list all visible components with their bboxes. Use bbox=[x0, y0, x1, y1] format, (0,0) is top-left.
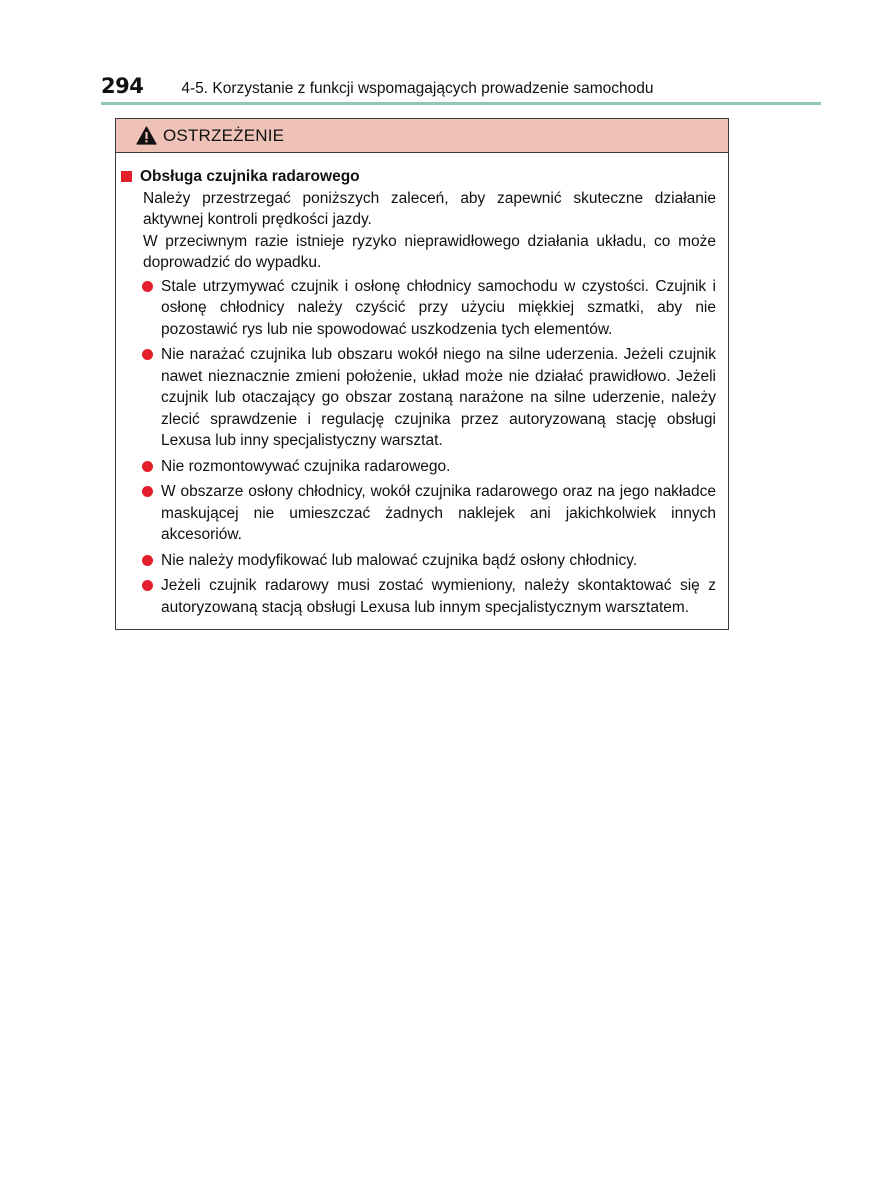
warning-box bbox=[115, 118, 729, 630]
intro-paragraph-2: W przeciwnym razie istnieje ryzyko nieprawidłowego działania układu, co może doprowadzić do wypadku. bbox=[143, 232, 716, 271]
red-dot-icon bbox=[142, 281, 153, 292]
square-bullet-icon bbox=[121, 171, 132, 182]
section-title: 4-5. Korzystanie z funkcji wspomagających prowadzenie samochodu bbox=[181, 80, 654, 97]
bullet-text: Jeżeli czujnik radarowy musi zostać wymieniony, należy skontaktować się z autoryzowaną stacją obsługi Lexusa lub innym specjalistycznym warsztatem. bbox=[161, 577, 716, 616]
page-header bbox=[101, 74, 653, 102]
list-item bbox=[121, 575, 716, 618]
warning-title: OSTRZEŻENIE bbox=[163, 125, 285, 145]
red-dot-icon bbox=[142, 349, 153, 360]
list-item bbox=[121, 344, 716, 452]
red-dot-icon bbox=[142, 461, 153, 472]
bullet-text: Nie narażać czujnika lub obszaru wokół niego na silne uderzenia. Jeżeli czujnik nawet nieznacznie zmieni położenie, układ może nie działać prawidłowo. Jeżeli czujnik lub otaczający go obszar zostaną narażone na silne uderzenie, należy zlecić sprawdzenie i regulację czujnika przez autoryzowaną stację obsługi Lexusa lub inny specjalistyczny warsztat. bbox=[161, 346, 716, 449]
warning-bullet-list bbox=[121, 276, 716, 619]
red-dot-icon bbox=[142, 486, 153, 497]
page-number: 294 bbox=[101, 74, 144, 98]
bullet-text: Nie rozmontowywać czujnika radarowego. bbox=[161, 457, 451, 475]
list-item bbox=[121, 456, 716, 478]
red-dot-icon bbox=[142, 580, 153, 591]
red-dot-icon bbox=[142, 555, 153, 566]
intro-paragraph-1: Należy przestrzegać poniższych zaleceń, aby zapewnić skuteczne działanie aktywnej kontroli prędkości jazdy. bbox=[143, 189, 716, 228]
bullet-text: W obszarze osłony chłodnicy, wokół czujnika radarowego oraz na jego nakładce maskującej nie umieszczać żadnych naklejek ani jakichkolwiek innych akcesoriów. bbox=[161, 483, 716, 543]
warning-section bbox=[121, 166, 716, 622]
header-divider bbox=[101, 102, 821, 105]
list-item bbox=[121, 550, 716, 572]
list-item bbox=[121, 276, 716, 341]
list-item bbox=[121, 481, 716, 546]
bullet-text: Stale utrzymywać czujnik i osłonę chłodnicy samochodu w czystości. Czujnik i osłonę chłodnicy należy czyścić przy użyciu miękkiej szmatki, aby nie pozostawić rys lub nie spowodować uszkodzenia tych elementów. bbox=[161, 277, 716, 338]
warning-header bbox=[116, 119, 728, 153]
warning-triangle-icon bbox=[136, 126, 157, 145]
section-heading-text: Obsługa czujnika radarowego bbox=[140, 168, 360, 185]
section-heading bbox=[121, 166, 716, 188]
bullet-text: Nie należy modyfikować lub malować czujnika bądź osłony chłodnicy. bbox=[161, 551, 638, 569]
